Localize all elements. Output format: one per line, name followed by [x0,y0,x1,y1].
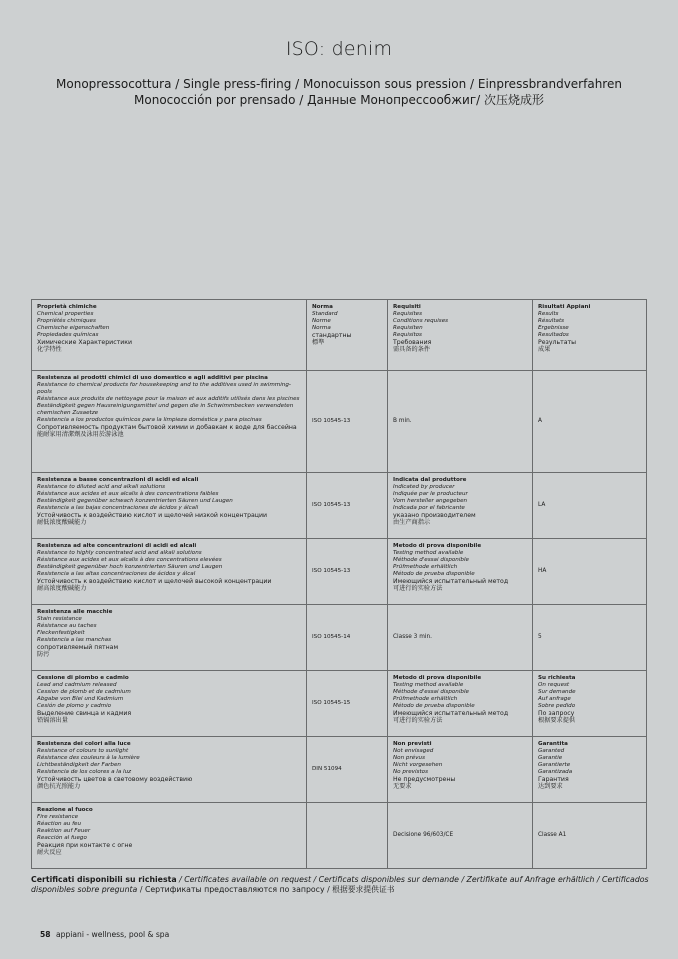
property-cell-line: Resistenza alle macchie [37,609,113,615]
property-cell-line: Resistencia a las manchas [37,637,111,643]
requisite-cell-line: Metodo di prova disponibile [393,543,482,549]
property-cell-line: Fleckenfestigkeit [37,630,85,636]
header-line: Standard [312,311,338,317]
property-cell-line: Resistencia a los productos químicos para la limpieza doméstica y para piscinas [37,417,262,423]
requisite-cell-line: Méthode d'essai disponible [393,689,469,695]
property-cell-line: Resistance to highly concentrated acid and alkali solutions [37,550,202,556]
property-cell-line: Реакция при контакте с огне [37,842,133,849]
property-cell-line: Resistencia a las altas concentraciones de ácidos y álcal [37,571,196,577]
result-cell-line: 5 [538,634,542,640]
result-cell-line: Sur demande [538,689,576,695]
header-line: 標準 [312,339,325,346]
result-cell-line: Garantizada [538,769,573,775]
property-cell-line: Cessione di piombo e cadmio [37,675,129,681]
header-line: Результаты [538,339,576,346]
property-cell-line: Cesión de plomo y cadmio [37,703,112,709]
header-line: Requisites [393,311,422,317]
requisite-cell-line: указано производителем [393,512,476,519]
property-cell-line: 能耐家用清潔劑及泳用於游泳池 [37,431,124,438]
table-header-row [32,300,647,371]
table-row [32,371,647,473]
property-cell-line: Fire resistance [37,814,79,820]
result-cell-line: Гарантия [538,776,569,783]
property-cell-line: Выделение свинца и кадмия [37,710,132,717]
requisite-cell-line: Méthode d'essai disponible [393,557,469,563]
requisite-cell-line: Имеющийся испытательный метод [393,578,509,585]
property-cell-line: Сопротивляемость продуктам бытовой химии и добавкам к воде для бассейна [37,424,297,431]
header-requisites [388,300,533,371]
property-cell-line: Устойчивость к воздействию кислот и щелочей низкой концентрации [37,512,268,519]
requisite-cell-line: Не предусмотрены [393,776,456,783]
header-line: Norma [312,325,331,331]
table-row [32,737,647,803]
property-cell-line: Résistance des couleurs à la lumière [37,755,140,761]
result-cell-line: Garantierte [538,762,571,768]
property-cell-line: Résistance aux acides et aux alcalis à des concentrations elevées [37,557,222,563]
header-property [32,300,307,371]
property-cell-line: Reazione al fuoco [37,807,93,813]
cert-item-fr: / Certificats disponibles sur demande [313,875,459,884]
requisite-cell-line: Non previsti [393,741,432,747]
result-cell-line: Garantie [538,755,563,761]
property-cell [32,605,307,671]
property-cell-line: Lichtbeständigkeit der Farben [37,762,121,768]
cert-item-es: Certificados disponibles sobre pregunta [31,875,649,894]
cert-item-de: / Zertifikate auf Anfrage erhältlich / [461,875,600,884]
requisite-cell-line: Decisione 96/603/CE [393,832,454,838]
header-line: 需具备的条件 [393,346,431,353]
property-cell-line: Beständigkeit gegenüber schwach konzentrierten Säuren und Laugen [37,498,233,504]
result-cell [533,605,647,671]
header-line: Ergebnisse [538,325,569,331]
result-cell [533,371,647,473]
property-cell-line: Resistance of colours to sunlight [37,748,129,754]
result-cell-line: HA [538,568,547,574]
property-cell-line: Resistencia de los colores a la luz [37,769,132,775]
requisite-cell-line: Prüfmethode erhältlich [393,564,458,570]
requisite-cell-line: 可进行的实验方法 [393,717,443,724]
requisite-cell-line: Indicata dal produttore [393,477,467,483]
requisite-cell [388,473,533,539]
property-cell-line: Réaction au feu [37,821,82,827]
requisite-cell-line: No previstos [393,769,428,775]
header-line: Химические Характеристики [37,339,132,346]
table-row [32,605,647,671]
property-cell-line: сопротивляемый пятнам [37,644,119,651]
standard-cell: ISO 10545-13 [307,371,388,473]
property-cell-line: Beständigkeit gegen Hausreinigungsmittel und gegen die in Schwimmbecken verwendeten chemischen Zusaetze [37,403,294,416]
requisite-cell [388,803,533,869]
requisite-cell-line: Vom hersteller angegeben [393,498,468,504]
header-line: Résultats [538,318,565,324]
property-cell-line: 防污 [37,651,50,658]
result-cell-line: On request [538,682,570,688]
property-cell [32,371,307,473]
property-cell-line: 耐低浓度酸碱能力 [37,519,87,526]
header-line: Chemical properties [37,311,94,317]
result-cell-line: Classe A1 [538,832,567,838]
header-line: Requisitos [393,332,422,338]
property-cell [32,803,307,869]
property-cell-line: Resistencia a las bajas concentraciones de ácidos y álcali [37,505,199,511]
requisite-cell-line: Имеющийся испытательный метод [393,710,509,717]
requisite-cell-line: Prüfmethode erhältlich [393,696,458,702]
requisite-cell [388,671,533,737]
result-cell-line: По запросу [538,710,575,717]
header-line: Proprietà chimiche [37,304,97,310]
result-cell-line: Garanted [538,748,565,754]
header-line: 成果 [538,346,551,353]
property-cell-line: Résistance au taches [37,623,97,629]
table-row [32,473,647,539]
cert-item-ru: / Сертификаты предоставляются по запросу [139,885,325,894]
header-line: 化学特性 [37,346,62,353]
property-cell-line: Cession de plomb et de cadmium [37,689,131,695]
page-subtitle [0,76,678,108]
result-cell-line: LA [538,502,546,508]
requisite-cell-line: Método de prueba disponible [393,571,475,577]
property-cell-line: 铅镉溶出量 [37,717,68,724]
requisite-cell-line: 由生产商指示 [393,519,431,526]
page-title: ISO: denim [285,38,393,60]
property-cell-line: Reaktion auf Feuer [37,828,91,834]
result-cell-line: Sobre pedido [538,703,576,709]
standard-cell: DIN 51094 [307,737,388,803]
footer-text: appiani - wellness, pool & spa [56,930,170,939]
standard-cell: ISO 10545-13 [307,473,388,539]
result-cell-line: A [538,418,542,424]
requisite-cell [388,605,533,671]
result-cell [533,473,647,539]
property-cell-line: Resistance to diluted acid and alkali solutions [37,484,166,490]
property-cell-line: Устойчивость цветов в световому воздействию [37,776,193,783]
header-standard [307,300,388,371]
result-cell-line: 根据要求提供 [538,717,576,724]
property-cell-line: Resistance to chemical products for housekeeping and to the additives used in swimming-pools [37,382,291,395]
table-row [32,803,647,869]
property-cell [32,473,307,539]
property-cell [32,671,307,737]
header-line: Chemische eigenschaften [37,325,110,331]
header-line: Conditions requises [393,318,449,324]
result-cell [533,803,647,869]
table-row [32,671,647,737]
requisite-cell-line: Nicht vorgesehen [393,762,443,768]
requisite-cell-line: Classe 3 min. [393,634,432,640]
certificates-lead: Certificati disponibili su richiesta [31,875,177,884]
property-cell-line: Abgabe von Blei und Kadmium [37,696,124,702]
property-cell-line: Stain resistance [37,616,82,622]
header-line: Требования [393,339,432,346]
header-line: Resultados [538,332,569,338]
property-cell-line: 耐高浓度酸碱能力 [37,585,87,592]
subtitle-line-2: Monococción por prensado / Данные Монопрессообжиг/ 次压烧成形 [134,93,544,107]
page-number: 58 [40,930,51,939]
subtitle-line-1: Monopressocottura / Single press-firing / Monocuisson sous pression / Einpressbrandverfahren [56,77,622,91]
property-cell-line: Reacción al fuego [37,835,87,841]
property-cell-line: Resistenza dei colori alla luce [37,741,131,747]
requisite-cell-line: 可进行的实验方法 [393,585,443,592]
property-cell-line: Beständigkeit gegenüber hoch konzentrierten Säuren und Laugen [37,564,223,570]
table-body [32,300,647,869]
property-cell-line: Lead and cadmium released [37,682,117,688]
requisite-cell-line: Indicated by producer [393,484,455,490]
requisite-cell-line: Indicada por el fabricante [393,505,465,511]
result-cell-line: Auf anfrage [538,696,571,702]
property-cell-line: Resistenza a basse concentrazioni di acidi ed alcali [37,477,199,483]
result-cell-line: 达到要求 [538,783,563,790]
requisite-cell [388,539,533,605]
property-cell-line: Résistance aux produits de nettoyage pour la maison et aux additifs utilisés dans les piscines [37,396,300,402]
requisite-cell [388,371,533,473]
page-footer [40,930,169,939]
chemical-properties-table [31,299,647,869]
standard-cell: ISO 10545-14 [307,605,388,671]
requisite-cell-line: Testing method available [393,682,464,688]
property-cell-line: 耐火反应 [37,849,62,856]
requisite-cell-line: Not envisaged [393,748,434,754]
requisite-cell [388,737,533,803]
header-line: Requisiten [393,325,423,331]
requisite-cell-line: Testing method available [393,550,464,556]
certificates-note [31,875,651,895]
requisite-cell-line: 无要求 [393,783,412,790]
standard-cell: ISO 10545-15 [307,671,388,737]
requisite-cell-line: B min. [393,418,412,424]
result-cell-line: Su richiesta [538,675,576,681]
property-cell-line: Résistance aux acides et aux alcalis à des concentrations faibles [37,491,219,497]
property-cell-line: Устойчивость к воздействию кислот и щелочей высокой концентрации [37,578,272,585]
cert-item-zh: / 根据要求提供证书 [327,885,395,894]
header-line: Risultati Appiani [538,304,591,310]
header-line: Requisiti [393,304,421,310]
requisite-cell-line: Método de prueba disponible [393,703,475,709]
standard-cell [307,803,388,869]
header-line: стандартны [312,332,352,339]
property-cell [32,539,307,605]
property-cell [32,737,307,803]
property-cell-line: Resistenza ai prodotti chimici di uso domestico e agli additivi per piscina [37,375,268,381]
header-line: Results [538,311,559,317]
header-line: Norme [312,318,331,324]
requisite-cell-line: Metodo di prova disponibile [393,675,482,681]
result-cell [533,671,647,737]
requisite-cell-line: Non prévus [393,755,425,761]
header-line: Propriétés chimiques [37,318,96,324]
requisite-cell-line: Indiquée par le producteur [393,491,468,497]
header-line: Norma [312,304,333,310]
result-cell [533,737,647,803]
cert-item-en: / Certificates available on request [179,875,312,884]
property-cell-line: Resistenza ad alte concentrazioni di acidi ed alcali [37,543,197,549]
table-row [32,539,647,605]
header-results [533,300,647,371]
header-line: Propiedades químicas [37,332,99,338]
result-cell [533,539,647,605]
standard-cell: ISO 10545-13 [307,539,388,605]
property-cell-line: 颜色抗光照能力 [37,783,81,790]
result-cell-line: Garantita [538,741,568,747]
